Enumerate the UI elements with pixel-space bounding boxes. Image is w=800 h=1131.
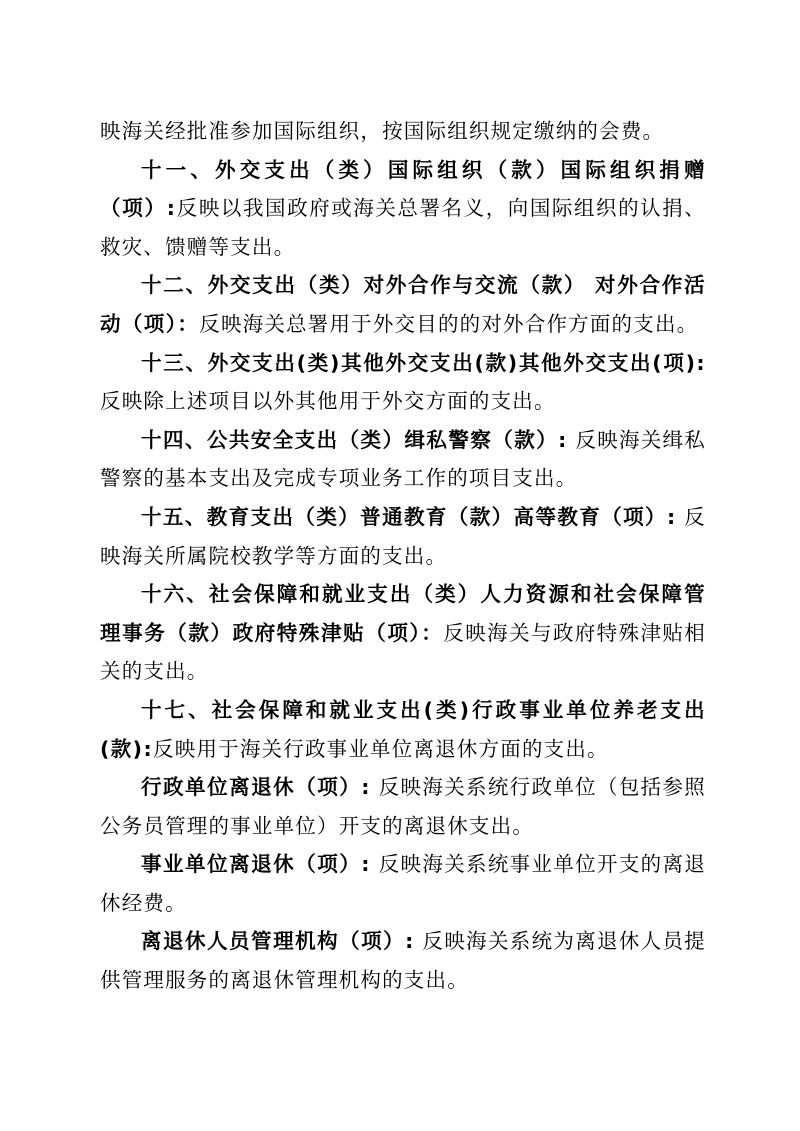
item-heading: 离退休人员管理机构（项）: xyxy=(141,929,415,954)
item-heading: 十七、社会保障和就业支出(类)行政事业单位养老支出(款): xyxy=(100,697,706,761)
paragraph-item-15 xyxy=(100,498,706,575)
paragraph-body: 反映海关系统为离退休人员提供管理服务的离退休管理机构的支出。 xyxy=(100,929,706,993)
paragraph-body: 反映以我国政府或海关总署名义，向国际组织的认捐、救灾、馈赠等支出。 xyxy=(100,196,706,259)
item-heading: 十四、公共安全支出（类）缉私警察（款）: xyxy=(141,427,568,452)
item-heading: 十三、外交支出(类)其他外交支出(款)其他外交支出(项): xyxy=(141,350,706,375)
paragraph-item-11 xyxy=(100,151,706,267)
item-heading: 十二、外交支出（类）对外合作与交流（款） 对外合作活动（项）： xyxy=(100,273,706,336)
paragraph-item-13 xyxy=(100,344,706,421)
item-heading: 十五、教育支出（类）普通教育（款）高等教育（项）: xyxy=(141,504,677,529)
item-heading: 事业单位离退休（项）: xyxy=(141,852,371,877)
paragraph-body: 反映除上述项目以外其他用于外交方面的支出。 xyxy=(100,389,556,414)
item-heading: 十一、外交支出（类）国际组织（款）国际组织捐赠（项）: xyxy=(100,157,706,221)
paragraph-item-16 xyxy=(100,575,706,691)
item-heading: 十六、社会保障和就业支出（类）人力资源和社会保障管理事务（款）政府特殊津贴（项）： xyxy=(100,582,706,645)
item-heading: 行政单位离退休（项）: xyxy=(141,775,371,800)
paragraph-body: 映海关经批准参加国际组织，按国际组织规定缴纳的会费。 xyxy=(100,119,665,143)
document-body xyxy=(100,112,706,1000)
paragraph-body: 反映海关系统行政单位（包括参照公务员管理的事业单位）开支的离退休支出。 xyxy=(100,775,706,838)
paragraph-body: 反映海关与政府特殊津贴相关的支出。 xyxy=(100,620,706,684)
paragraph-item-12 xyxy=(100,266,706,343)
paragraph-body: 反映海关总署用于外交目的的对外合作方面的支出。 xyxy=(199,311,699,336)
paragraph-body: 反映海关系统事业单位开支的离退休经费。 xyxy=(100,852,706,915)
paragraph-body: 反映用于海关行政事业单位离退休方面的支出。 xyxy=(153,736,609,761)
paragraph-body: 反映海关所属院校教学等方面的支出。 xyxy=(100,504,706,568)
paragraph-membership-fees xyxy=(100,112,706,151)
paragraph-body: 反映海关缉私警察的基本支出及完成专项业务工作的项目支出。 xyxy=(100,427,706,491)
paragraph-retiree-management xyxy=(100,922,706,999)
paragraph-item-14 xyxy=(100,421,706,498)
paragraph-item-17 xyxy=(100,691,706,768)
paragraph-admin-retirement xyxy=(100,768,706,845)
paragraph-institution-retirement xyxy=(100,845,706,922)
